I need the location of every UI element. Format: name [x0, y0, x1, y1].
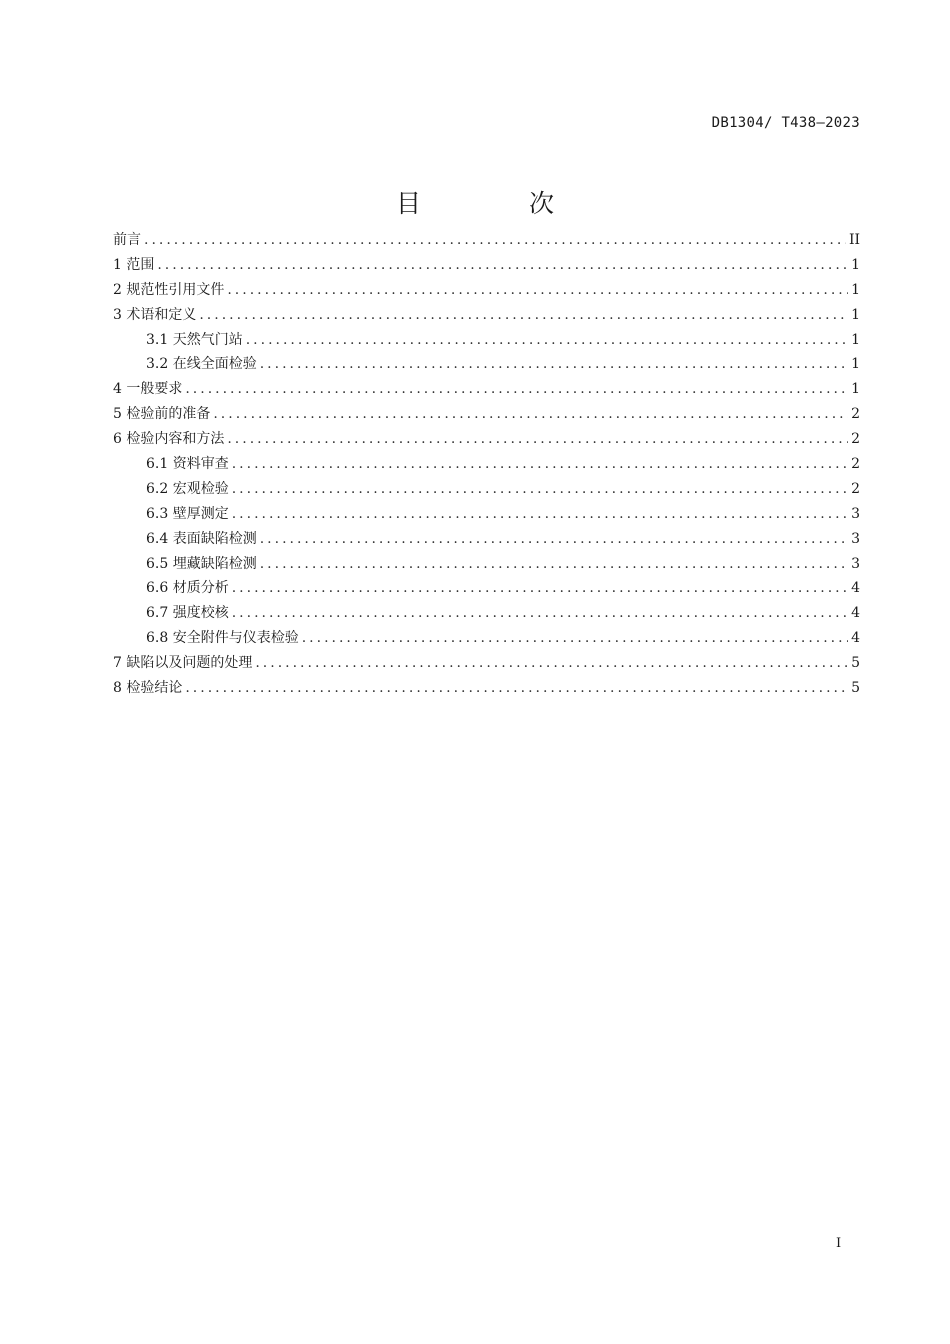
- toc-entry-label: 6 检验内容和方法: [113, 431, 225, 448]
- toc-entry-page: 2: [851, 456, 860, 473]
- dot-leader: [144, 228, 846, 253]
- toc-entry-page: 1: [851, 356, 860, 373]
- toc-entry-label: 3.2 在线全面检验: [146, 356, 257, 373]
- toc-entry-preface[interactable]: [113, 228, 860, 253]
- dot-leader: [255, 651, 848, 676]
- toc-entry-page: 3: [851, 505, 860, 522]
- toc-entry-page: 5: [851, 655, 860, 672]
- toc-entry-label: 2 规范性引用文件: [113, 281, 225, 298]
- toc-entry-page: 2: [851, 480, 860, 497]
- dot-leader: [232, 576, 848, 601]
- toc-entry-6[interactable]: [113, 427, 860, 452]
- table-of-contents: [113, 228, 860, 701]
- toc-entry-page: 1: [851, 381, 860, 398]
- toc-entry-1[interactable]: [113, 253, 860, 278]
- toc-entry-label: 6.1 资料审查: [146, 456, 229, 473]
- toc-entry-3-1[interactable]: [113, 328, 860, 353]
- dot-leader: [157, 253, 848, 278]
- page-number: I: [836, 1236, 842, 1251]
- toc-entry-8[interactable]: [113, 676, 860, 701]
- toc-entry-page: 2: [851, 406, 860, 423]
- dot-leader: [185, 676, 848, 701]
- toc-entry-page: 1: [851, 281, 860, 298]
- toc-entry-label: 6.5 埋藏缺陷检测: [146, 555, 257, 572]
- dot-leader: [246, 328, 848, 353]
- toc-entry-3[interactable]: [113, 303, 860, 328]
- dot-leader: [227, 427, 848, 452]
- toc-entry-label: 4 一般要求: [113, 381, 183, 398]
- toc-entry-label: 7 缺陷以及问题的处理: [113, 655, 253, 672]
- dot-leader: [232, 452, 848, 477]
- toc-entry-page: 4: [851, 605, 860, 622]
- toc-entry-6-1[interactable]: [113, 452, 860, 477]
- toc-entry-6-3[interactable]: [113, 502, 860, 527]
- dot-leader: [213, 402, 848, 427]
- toc-entry-6-6[interactable]: [113, 576, 860, 601]
- toc-entry-6-5[interactable]: [113, 552, 860, 577]
- toc-entry-2[interactable]: [113, 278, 860, 303]
- toc-entry-3-2[interactable]: [113, 352, 860, 377]
- dot-leader: [302, 626, 848, 651]
- toc-entry-page: 4: [851, 630, 860, 647]
- toc-entry-page: 1: [851, 306, 860, 323]
- toc-entry-label: 8 检验结论: [113, 680, 183, 697]
- toc-entry-7[interactable]: [113, 651, 860, 676]
- dot-leader: [260, 552, 848, 577]
- dot-leader: [199, 303, 848, 328]
- dot-leader: [232, 477, 848, 502]
- toc-entry-4[interactable]: [113, 377, 860, 402]
- toc-entry-label: 1 范围: [113, 256, 155, 273]
- toc-entry-6-8[interactable]: [113, 626, 860, 651]
- toc-entry-5[interactable]: [113, 402, 860, 427]
- toc-entry-page: 4: [851, 580, 860, 597]
- dot-leader: [232, 601, 848, 626]
- document-code: DB1304/ T438—2023: [711, 115, 860, 131]
- toc-entry-page: 3: [851, 530, 860, 547]
- toc-entry-label: 前言: [113, 232, 141, 248]
- toc-entry-page: 1: [851, 331, 860, 348]
- toc-entry-label: 6.7 强度校核: [146, 605, 229, 622]
- toc-entry-page: 2: [851, 431, 860, 448]
- toc-title: 目 次: [396, 189, 604, 218]
- toc-entry-6-2[interactable]: [113, 477, 860, 502]
- dot-leader: [227, 278, 848, 303]
- toc-entry-label: 6.2 宏观检验: [146, 480, 229, 497]
- toc-entry-page: 1: [851, 256, 860, 273]
- toc-entry-label: 3.1 天然气门站: [146, 331, 243, 348]
- toc-entry-label: 6.3 壁厚测定: [146, 505, 229, 522]
- dot-leader: [185, 377, 848, 402]
- toc-entry-page: 5: [851, 680, 860, 697]
- toc-entry-6-4[interactable]: [113, 527, 860, 552]
- dot-leader: [260, 352, 848, 377]
- toc-entry-label: 6.8 安全附件与仪表检验: [146, 630, 299, 647]
- toc-entry-label: 5 检验前的准备: [113, 406, 211, 423]
- toc-entry-label: 6.6 材质分析: [146, 580, 229, 597]
- toc-entry-label: 3 术语和定义: [113, 306, 197, 323]
- dot-leader: [232, 502, 848, 527]
- toc-entry-label: 6.4 表面缺陷检测: [146, 530, 257, 547]
- toc-entry-6-7[interactable]: [113, 601, 860, 626]
- dot-leader: [260, 527, 848, 552]
- toc-entry-page: 3: [851, 555, 860, 572]
- toc-entry-page: II: [848, 232, 860, 248]
